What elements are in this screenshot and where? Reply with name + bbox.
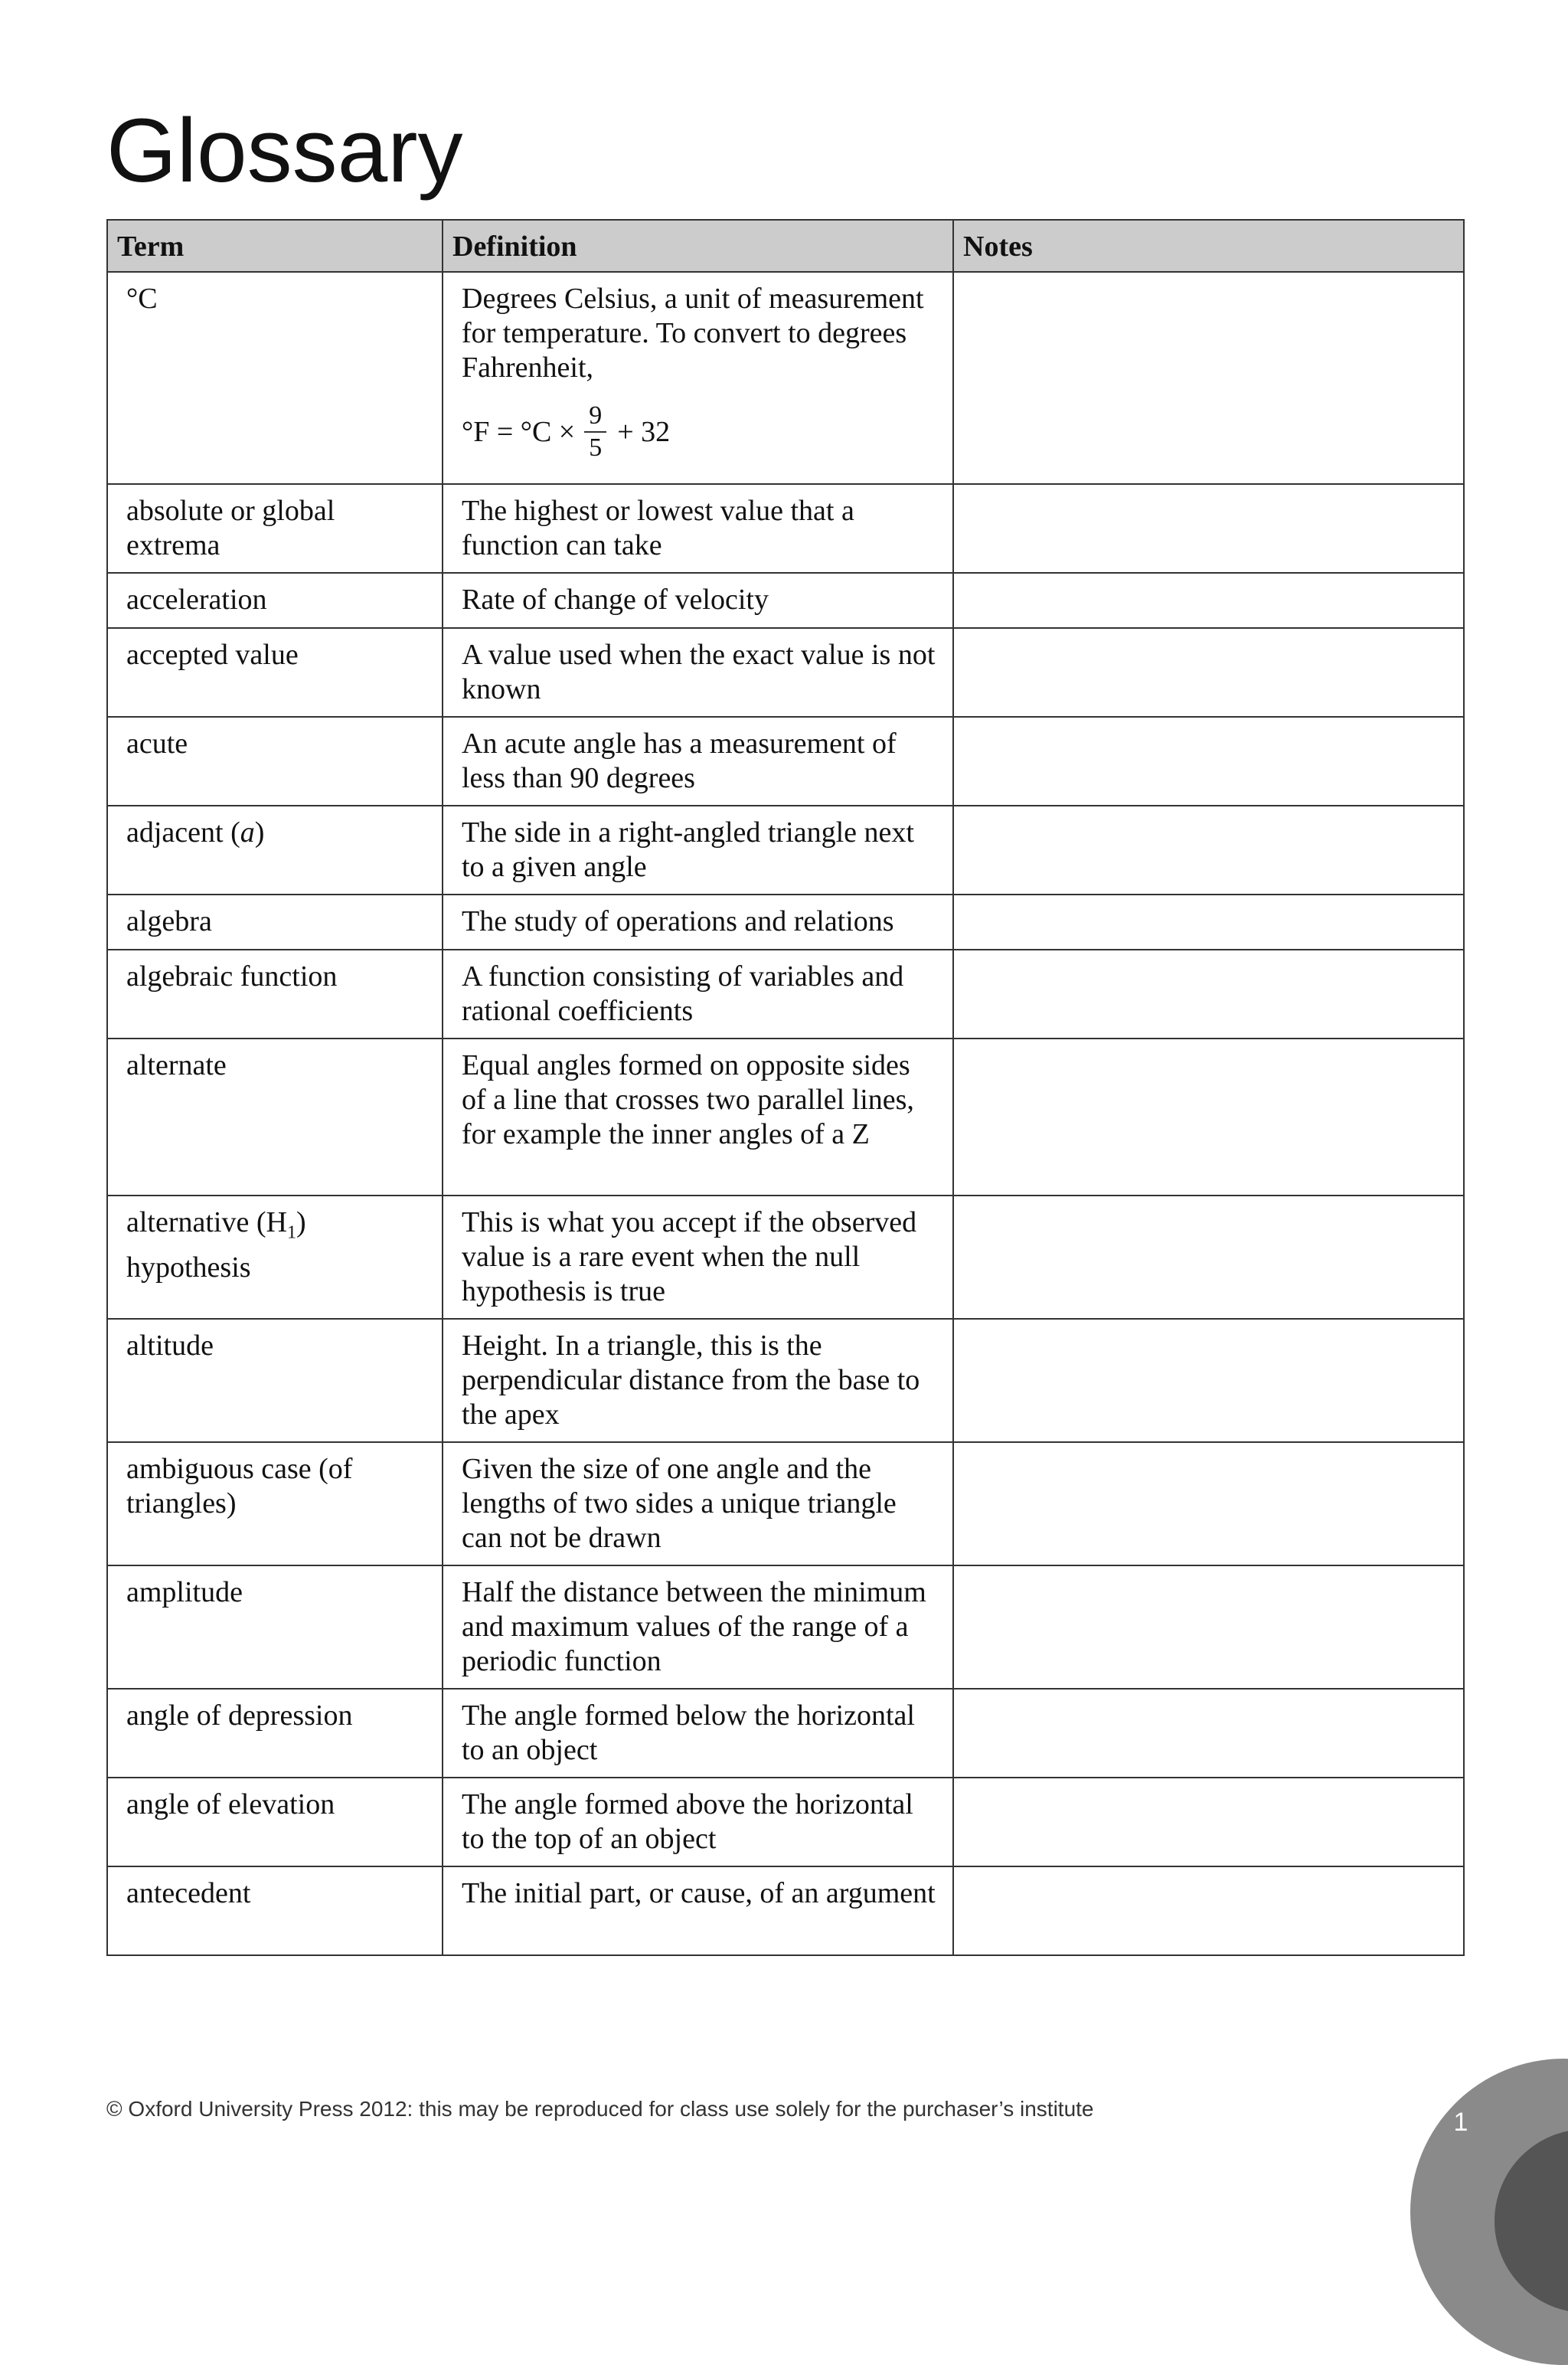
term-cell: absolute or global extrema — [107, 484, 443, 573]
notes-cell[interactable] — [953, 628, 1464, 717]
table-row — [107, 1565, 1464, 1689]
definition-cell: Height. In a triangle, this is the perpendicular distance from the base to the apex — [443, 1319, 953, 1442]
page-title: Glossary — [106, 100, 463, 201]
term-cell: ambiguous case (of triangles) — [107, 1442, 443, 1565]
table-row — [107, 1442, 1464, 1565]
definition-cell: The initial part, or cause, of an argument — [443, 1866, 953, 1955]
notes-cell[interactable] — [953, 573, 1464, 628]
notes-cell[interactable] — [953, 1039, 1464, 1196]
definition-cell: Half the distance between the minimum and maximum values of the range of a periodic function — [443, 1565, 953, 1689]
formula-fraction — [584, 401, 606, 463]
table-row — [107, 1319, 1464, 1442]
definition-cell: The study of operations and relations — [443, 895, 953, 950]
fahrenheit-formula — [462, 390, 939, 474]
term-text: alternative (H — [126, 1206, 287, 1238]
notes-cell[interactable] — [953, 1319, 1464, 1442]
definition-cell: Rate of change of velocity — [443, 573, 953, 628]
notes-cell[interactable] — [953, 950, 1464, 1039]
table-row — [107, 573, 1464, 628]
table-row — [107, 1039, 1464, 1196]
term-cell: adjacent (a) — [107, 806, 443, 895]
term-cell: algebraic function — [107, 950, 443, 1039]
term-text-after: ) hypothesis — [126, 1206, 306, 1284]
term-subscript: 1 — [286, 1222, 296, 1243]
fraction-numerator: 9 — [584, 401, 606, 433]
term-cell: alternate — [107, 1039, 443, 1196]
definition-text: Degrees Celsius, a unit of measurement for temperature. To convert to degrees Fahrenheit, — [462, 283, 924, 384]
definition-cell: The side in a right-angled triangle next to a given angle — [443, 806, 953, 895]
notes-cell[interactable] — [953, 1689, 1464, 1778]
definition-cell — [443, 272, 953, 484]
notes-cell[interactable] — [953, 272, 1464, 484]
column-header-definition: Definition — [443, 220, 953, 272]
notes-cell[interactable] — [953, 1196, 1464, 1319]
notes-cell[interactable] — [953, 1565, 1464, 1689]
term-symbol: a — [240, 816, 255, 849]
table-row — [107, 272, 1464, 484]
term-cell — [107, 1196, 443, 1319]
term-cell: amplitude — [107, 1565, 443, 1689]
table-row — [107, 1196, 1464, 1319]
definition-cell: Given the size of one angle and the lengths of two sides a unique triangle can not be drawn — [443, 1442, 953, 1565]
notes-cell[interactable] — [953, 806, 1464, 895]
term-cell: °C — [107, 272, 443, 484]
term-cell: altitude — [107, 1319, 443, 1442]
term-cell: antecedent — [107, 1866, 443, 1955]
definition-cell: The highest or lowest value that a function can take — [443, 484, 953, 573]
page-number: 1 — [1453, 2108, 1468, 2137]
table-row — [107, 717, 1464, 806]
notes-cell[interactable] — [953, 895, 1464, 950]
notes-cell[interactable] — [953, 717, 1464, 806]
fraction-denominator: 5 — [589, 433, 603, 462]
table-row — [107, 950, 1464, 1039]
formula-rhs: + 32 — [617, 415, 671, 448]
term-cell: accepted value — [107, 628, 443, 717]
definition-cell: A value used when the exact value is not known — [443, 628, 953, 717]
term-cell: angle of elevation — [107, 1778, 443, 1866]
term-cell: angle of depression — [107, 1689, 443, 1778]
term-cell: acute — [107, 717, 443, 806]
notes-cell[interactable] — [953, 484, 1464, 573]
column-header-notes: Notes — [953, 220, 1464, 272]
table-header-row — [107, 220, 1464, 272]
notes-cell[interactable] — [953, 1866, 1464, 1955]
notes-cell[interactable] — [953, 1778, 1464, 1866]
term-cell: acceleration — [107, 573, 443, 628]
table-row — [107, 628, 1464, 717]
table-row — [107, 895, 1464, 950]
definition-cell: This is what you accept if the observed value is a rare event when the null hypothesis is true — [443, 1196, 953, 1319]
definition-cell: The angle formed above the horizontal to the top of an object — [443, 1778, 953, 1866]
table-row — [107, 1866, 1464, 1955]
copyright-footer: © Oxford University Press 2012: this may be reproduced for class use solely for the purchaser’s institute — [106, 2097, 1094, 2121]
table-row — [107, 484, 1464, 573]
notes-cell[interactable] — [953, 1442, 1464, 1565]
definition-cell: An acute angle has a measurement of less than 90 degrees — [443, 717, 953, 806]
definition-cell: Equal angles formed on opposite sides of a line that crosses two parallel lines, for example the inner angles of a Z — [443, 1039, 953, 1196]
glossary-table — [106, 219, 1465, 1956]
table-row — [107, 1778, 1464, 1866]
table-row — [107, 806, 1464, 895]
term-cell: algebra — [107, 895, 443, 950]
formula-lhs: °F = °C × — [462, 415, 576, 448]
definition-cell: A function consisting of variables and rational coefficients — [443, 950, 953, 1039]
term-text: adjacent — [126, 816, 224, 849]
column-header-term: Term — [107, 220, 443, 272]
table-row — [107, 1689, 1464, 1778]
definition-cell: The angle formed below the horizontal to an object — [443, 1689, 953, 1778]
